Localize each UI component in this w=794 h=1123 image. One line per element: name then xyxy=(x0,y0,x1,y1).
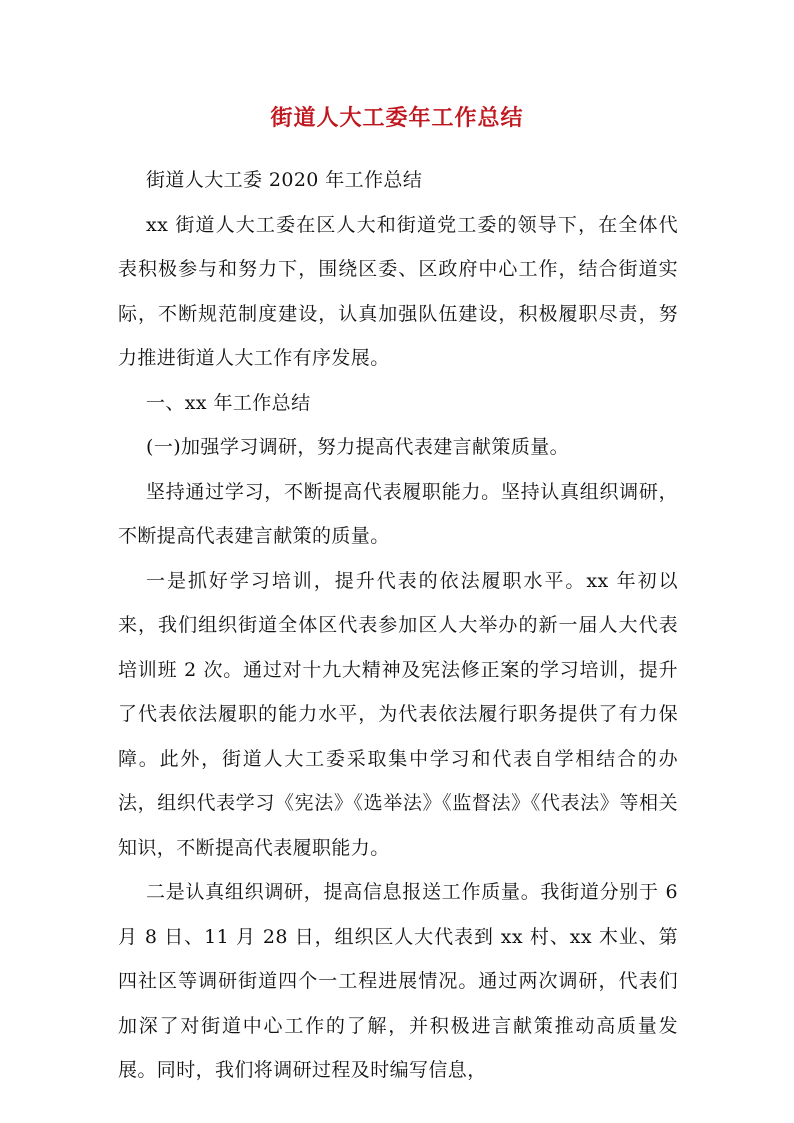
paragraph-intro: xx 街道人大工委在区人大和街道党工委的领导下，在全体代表积极参与和努力下，围绕区委、区政府中心工作，结合街道实际，不断规范制度建设，认真加强队伍建设，积极履职尽责，努力推进街道人大工作有序发展。 xyxy=(118,213,678,369)
paragraph-research: 二是认真组织调研，提高信息报送工作质量。我街道分别于 6 月 8 日、11 月 28 日，组织区人大代表到 xx 村、xx 木业、第四社区等调研街道四个一工程进展情况。通过两次调研，代表们加深了对街道中心工作的了解，并积极进言献策推动高质量发展。同时，我们将调研过程及时编写信息， xyxy=(118,881,678,1081)
paragraph-study: 坚持通过学习，不断提高代表履职能力。坚持认真组织调研，不断提高代表建言献策的质量。 xyxy=(118,480,678,547)
paragraph-heading: 街道人大工委 2020 年工作总结 xyxy=(146,169,423,191)
subsection-heading-1: (一)加强学习调研，努力提高代表建言献策质量。 xyxy=(146,436,570,458)
paragraph-training: 一是抓好学习培训，提升代表的依法履职水平。xx 年初以来，我们组织街道全体区代表参加区人大举办的新一届人大代表培训班 2 次。通过对十九大精神及宪法修正案的学习培训，提升了代表依法履职的能力水平，为代表依法履行职务提供了有力保障。此外，街道人大工委采取集中学习和代表自学相结合的办法，组织代表学习《宪法》《选举法》《监督法》《代表法》等相关知识，不断提高代表履职能力。 xyxy=(118,569,678,859)
section-heading-1: 一、xx 年工作总结 xyxy=(146,391,311,414)
document-body xyxy=(118,158,678,1093)
document-title: 街道人大工委年工作总结 xyxy=(270,105,524,131)
